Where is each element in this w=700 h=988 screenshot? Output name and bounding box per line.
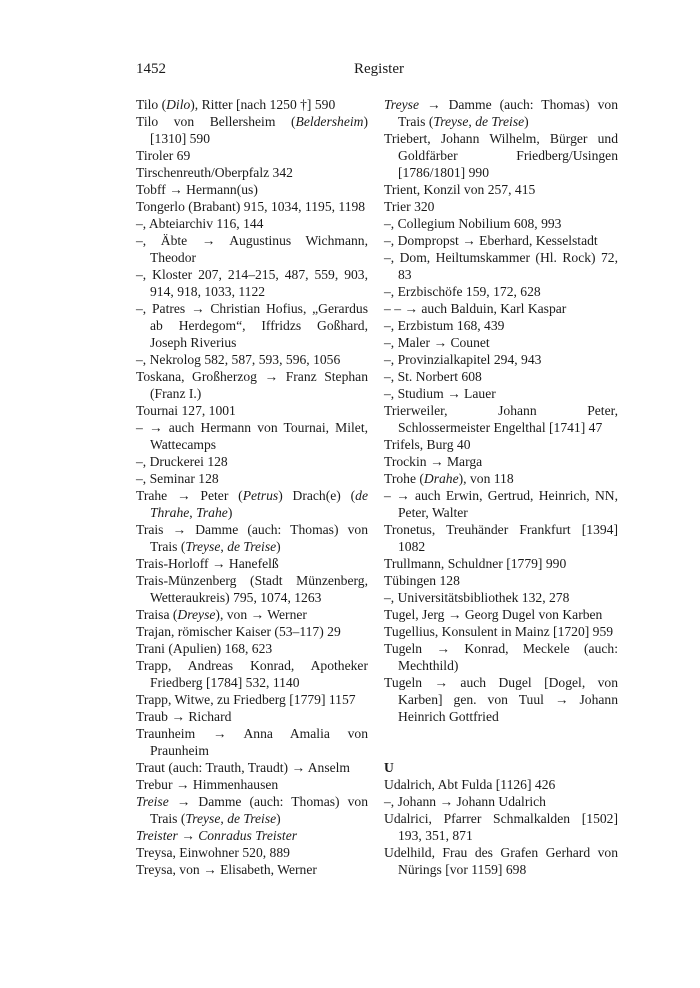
index-entry: Trajan, römischer Kaiser (53–117) 29 <box>136 624 341 639</box>
section-gap <box>384 725 618 759</box>
index-entry: –, Seminar 128 <box>136 471 219 486</box>
index-entry: Tournai 127, 1001 <box>136 403 236 418</box>
index-entry: –, Äbte → Augustinus Wichmann, Theodor <box>136 233 368 265</box>
index-entry: Traub → Richard <box>136 709 232 724</box>
index-entry: Treysa, Einwohner 520, 889 <box>136 845 290 860</box>
index-entry: Tilo von Bellersheim (Beldersheim) [1310] 590 <box>136 114 368 146</box>
index-entry: Tiroler 69 <box>136 148 191 163</box>
index-entry: Trierweiler, Johann Peter, Schlossermeister Engelthal [1741] 47 <box>384 403 618 435</box>
index-entry: Tübingen 128 <box>384 573 460 588</box>
index-entry: Udelhild, Frau des Grafen Gerhard von Nürings [vor 1159] 698 <box>384 845 618 877</box>
index-entry: –, Nekrolog 582, 587, 593, 596, 1056 <box>136 352 341 367</box>
index-entry: –, Provinzialkapitel 294, 943 <box>384 352 542 367</box>
index-entry: Tronetus, Treuhänder Frankfurt [1394] 1082 <box>384 522 618 554</box>
index-entry: Treise → Damme (auch: Thomas) von Trais (Treyse, de Treise) <box>136 794 368 826</box>
index-entry: Tilo (Dilo), Ritter [nach 1250 †] 590 <box>136 97 336 112</box>
index-entry: –, Collegium Nobilium 608, 993 <box>384 216 562 231</box>
index-column-left <box>136 96 368 878</box>
index-entry: –, Universitätsbibliothek 132, 278 <box>384 590 570 605</box>
index-entry: Trebur → Himmenhausen <box>136 777 279 792</box>
index-entry: Udalrici, Pfarrer Schmalkalden [1502] 193, 351, 871 <box>384 811 618 843</box>
section-letter-u: U <box>384 760 394 775</box>
index-entry: –, Druckerei 128 <box>136 454 228 469</box>
index-entry: –, Erzbistum 168, 439 <box>384 318 505 333</box>
index-entry: –, Studium → Lauer <box>384 386 496 401</box>
index-entry: –, Abteiarchiv 116, 144 <box>136 216 264 231</box>
index-entry: Treister → Conradus Treister <box>136 828 298 843</box>
index-entry: Tugeln → auch Dugel [Dogel, von Karben] gen. von Tuul → Johann Heinrich Gottfried <box>384 675 618 724</box>
index-entry: Traunheim → Anna Amalia von Praunheim <box>136 726 368 758</box>
index-entry: – → auch Erwin, Gertrud, Heinrich, NN, Peter, Walter <box>384 488 618 520</box>
index-entry: Traut (auch: Trauth, Traudt) → Anselm <box>136 760 350 775</box>
index-entry: –, Kloster 207, 214–215, 487, 559, 903, 914, 918, 1033, 1122 <box>136 267 368 299</box>
index-entry: – → auch Hermann von Tournai, Milet, Wattecamps <box>136 420 368 452</box>
index-entry: –, St. Norbert 608 <box>384 369 482 384</box>
index-entry: Trapp, Witwe, zu Friedberg [1779] 1157 <box>136 692 356 707</box>
index-entry: Tobff → Hermann(us) <box>136 182 258 197</box>
running-head: Register <box>354 61 404 77</box>
index-entry: – – → auch Balduin, Karl Kaspar <box>384 301 567 316</box>
index-entry: Trullmann, Schuldner [1779] 990 <box>384 556 567 571</box>
index-entry: –, Johann → Johann Udalrich <box>384 794 546 809</box>
index-entry: Triebert, Johann Wilhelm, Bürger und Goldfärber Friedberg/Usingen [1786/1801] 990 <box>384 131 618 180</box>
index-entry: Trais → Damme (auch: Thomas) von Trais (Treyse, de Treise) <box>136 522 368 554</box>
index-entry: Trapp, Andreas Konrad, Apotheker Friedberg [1784] 532, 1140 <box>136 658 368 690</box>
index-entry: –, Erzbischöfe 159, 172, 628 <box>384 284 541 299</box>
index-entry: Tugeln → Konrad, Meckele (auch: Mechthild) <box>384 641 618 673</box>
index-entry: Udalrich, Abt Fulda [1126] 426 <box>384 777 556 792</box>
page-number: 1452 <box>136 61 166 77</box>
index-entry: –, Dom, Heiltumskammer (Hl. Rock) 72, 83 <box>384 250 618 282</box>
index-entry: Trohe (Drahe), von 118 <box>384 471 514 486</box>
index-entry: Treyse → Damme (auch: Thomas) von Trais (Treyse, de Treise) <box>384 97 618 129</box>
index-entry: –, Dompropst → Eberhard, Kesselstadt <box>384 233 598 248</box>
index-entry: –, Patres → Christian Hofius, „Gerardus ab Herdegom“, Iffridzs Goßhard, Joseph Riverius <box>136 301 368 350</box>
index-entry: Trani (Apulien) 168, 623 <box>136 641 273 656</box>
index-entry: Trient, Konzil von 257, 415 <box>384 182 536 197</box>
index-entry: Trier 320 <box>384 199 435 214</box>
index-entry: Toskana, Großherzog → Franz Stephan (Franz I.) <box>136 369 368 401</box>
index-entry: Trifels, Burg 40 <box>384 437 471 452</box>
index-entry: Tugellius, Konsulent in Mainz [1720] 959 <box>384 624 614 639</box>
index-entry: Trahe → Peter (Petrus) Drach(e) (de Thrahe, Trahe) <box>136 488 368 520</box>
index-entry: Trockin → Marga <box>384 454 483 469</box>
index-entry: Tongerlo (Brabant) 915, 1034, 1195, 1198 <box>136 199 366 214</box>
index-entry: Treysa, von → Elisabeth, Werner <box>136 862 317 877</box>
index-entry: Tirschenreuth/Oberpfalz 342 <box>136 165 293 180</box>
index-entry: Tugel, Jerg → Georg Dugel von Karben <box>384 607 603 622</box>
index-entry: –, Maler → Counet <box>384 335 490 350</box>
index-entry: Trais-Horloff → Hanefelß <box>136 556 279 571</box>
index-entry: Traisa (Dreyse), von → Werner <box>136 607 307 622</box>
index-column-right <box>384 96 618 878</box>
index-entry: Trais-Münzenberg (Stadt Münzenberg, Wetteraukreis) 795, 1074, 1263 <box>136 573 368 605</box>
